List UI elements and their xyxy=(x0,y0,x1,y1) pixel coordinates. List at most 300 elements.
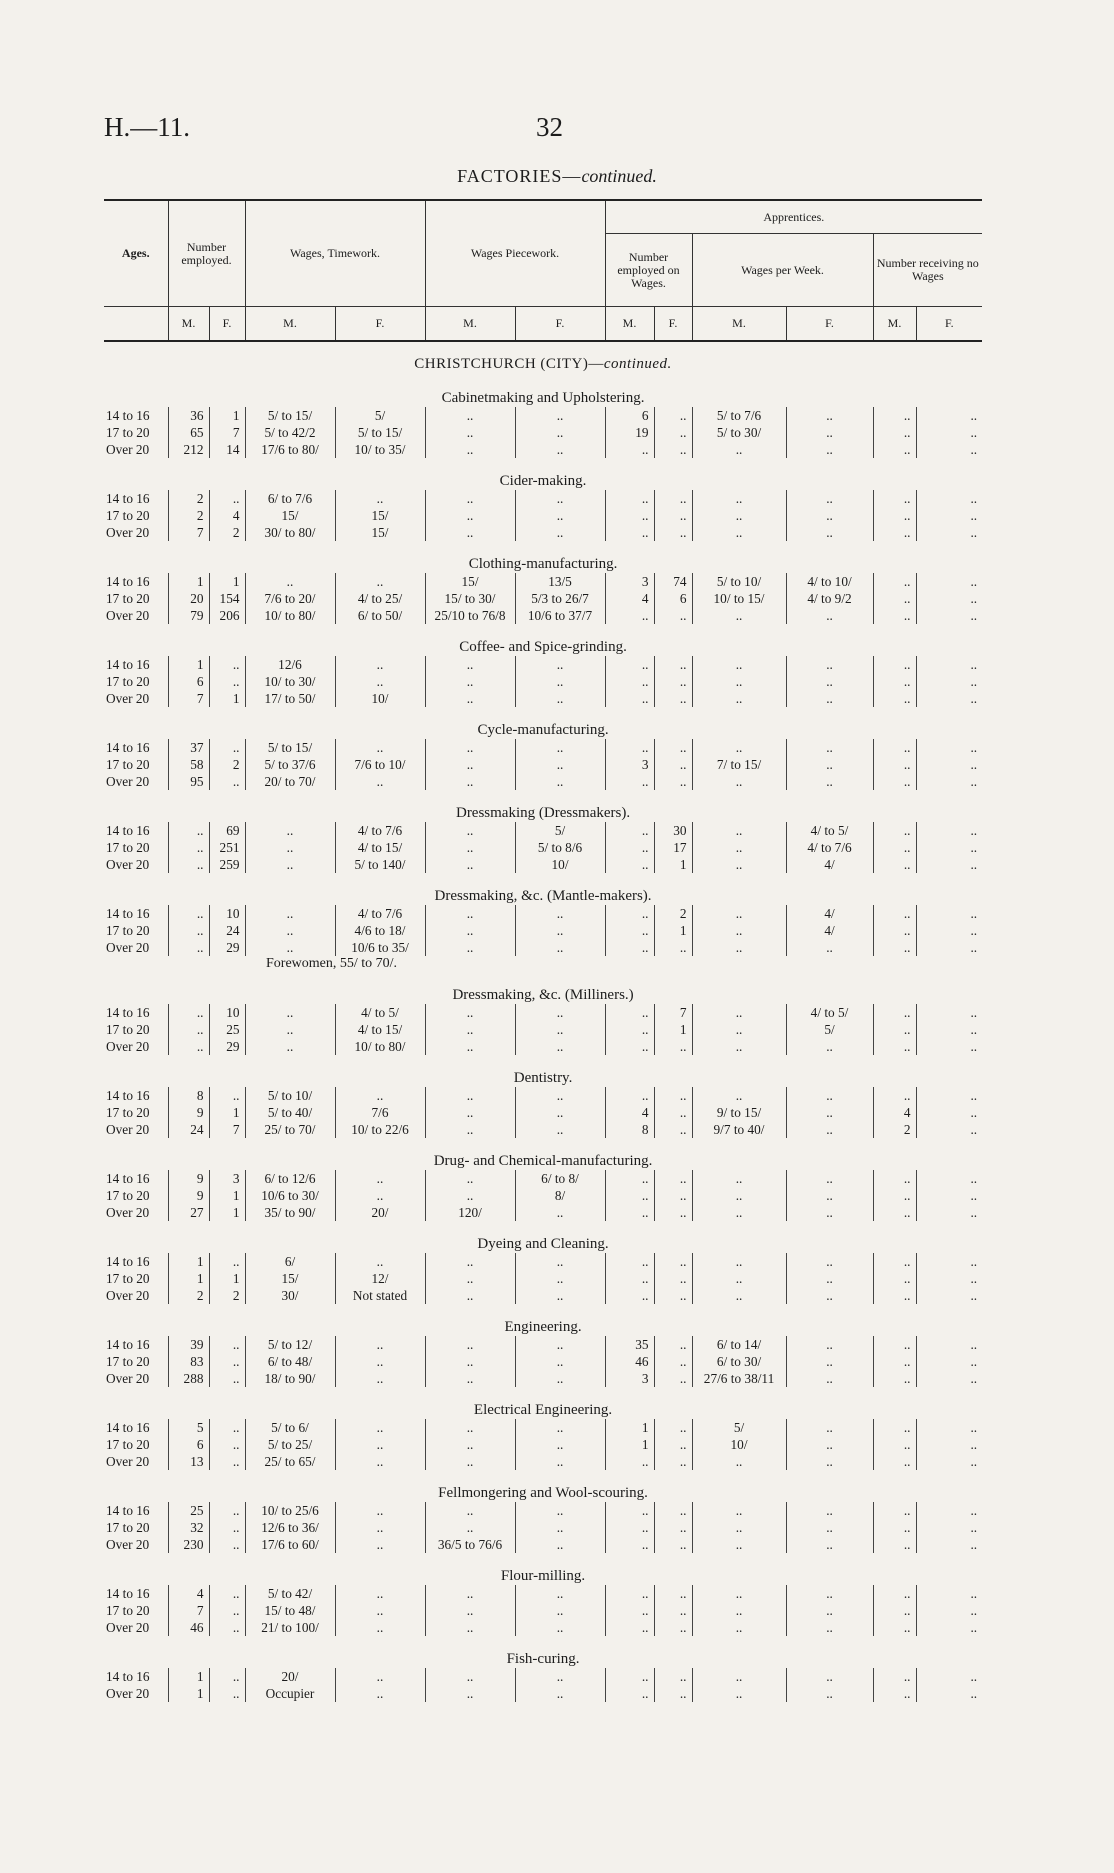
table-cell: .. xyxy=(425,424,515,441)
table-cell: .. xyxy=(209,1453,245,1470)
header-m: M. xyxy=(245,307,335,342)
table-cell: 65 xyxy=(168,424,209,441)
table-cell: .. xyxy=(786,607,873,624)
table-cell: .. xyxy=(515,690,605,707)
header-wages-timework: Wages, Timework. xyxy=(245,200,425,307)
table-cell: .. xyxy=(916,1104,982,1121)
page-header xyxy=(104,112,1004,152)
table-cell: .. xyxy=(335,1519,425,1536)
table-cell: .. xyxy=(873,822,916,839)
table-cell: .. xyxy=(786,490,873,507)
table-cell: .. xyxy=(692,1536,786,1553)
table-cell: .. xyxy=(168,1021,209,1038)
table-cell: .. xyxy=(654,1121,692,1138)
table-cell: 13 xyxy=(168,1453,209,1470)
table-cell: .. xyxy=(916,1287,982,1304)
table-cell: .. xyxy=(605,1204,654,1221)
table-cell: 25/10 to 76/8 xyxy=(425,607,515,624)
table-cell: .. xyxy=(654,1685,692,1702)
table-cell: .. xyxy=(786,1287,873,1304)
table-cell: .. xyxy=(209,739,245,756)
age-cell: 17 to 20 xyxy=(106,1437,150,1452)
table-cell: .. xyxy=(425,1619,515,1636)
table-row xyxy=(104,1121,982,1138)
table-cell: .. xyxy=(916,673,982,690)
table-cell: .. xyxy=(873,1519,916,1536)
table-cell: .. xyxy=(335,1453,425,1470)
table-cell: .. xyxy=(425,739,515,756)
table-cell: .. xyxy=(873,1685,916,1702)
table-cell: 5/ to 15/ xyxy=(245,739,335,756)
table-cell: 4 xyxy=(605,1104,654,1121)
industry-heading: Drug- and Chemical-manufacturing. xyxy=(433,1153,653,1169)
table-cell: 5 xyxy=(168,1419,209,1436)
table-row xyxy=(104,1170,982,1187)
table-cell: .. xyxy=(209,1419,245,1436)
table-cell: 1 xyxy=(209,1104,245,1121)
table-cell: .. xyxy=(786,1536,873,1553)
industry-heading: Dentistry. xyxy=(513,1070,573,1086)
table-cell: .. xyxy=(335,1370,425,1387)
table-cell: .. xyxy=(786,1087,873,1104)
table-cell: 2 xyxy=(873,1121,916,1138)
table-cell: 6/ to 8/ xyxy=(515,1170,605,1187)
table-body xyxy=(104,341,982,1702)
table-cell: .. xyxy=(692,773,786,790)
industry-heading-row xyxy=(104,1304,982,1336)
table-cell: 4/ xyxy=(786,905,873,922)
table-cell: .. xyxy=(786,1336,873,1353)
table-cell: .. xyxy=(916,856,982,873)
table-cell: 15/ xyxy=(245,507,335,524)
age-cell: Over 20 xyxy=(106,1122,150,1137)
table-cell: .. xyxy=(425,773,515,790)
age-cell: Over 20 xyxy=(106,1288,150,1303)
table-cell: 10 xyxy=(209,905,245,922)
table-cell: .. xyxy=(692,1204,786,1221)
age-cell: Over 20 xyxy=(106,691,150,706)
table-cell: .. xyxy=(605,1038,654,1055)
table-cell: .. xyxy=(692,1021,786,1038)
age-cell: 17 to 20 xyxy=(106,1520,150,1535)
table-cell: .. xyxy=(786,1419,873,1436)
table-cell: .. xyxy=(168,939,209,956)
table-cell: 1 xyxy=(605,1419,654,1436)
table-cell: 1 xyxy=(168,1270,209,1287)
table-row xyxy=(104,1353,982,1370)
table-cell: .. xyxy=(873,690,916,707)
table-cell: .. xyxy=(605,839,654,856)
table-cell: 4/ to 15/ xyxy=(335,1021,425,1038)
table-cell: 30/ to 80/ xyxy=(245,524,335,541)
table-cell: .. xyxy=(605,1187,654,1204)
table-cell: 154 xyxy=(209,590,245,607)
table-cell: 4/ to 9/2 xyxy=(786,590,873,607)
table-row xyxy=(104,1619,982,1636)
table-cell: .. xyxy=(873,1353,916,1370)
table-cell: .. xyxy=(654,1270,692,1287)
table-cell: .. xyxy=(916,1685,982,1702)
table-cell: .. xyxy=(873,424,916,441)
table-cell: .. xyxy=(209,1585,245,1602)
table-cell: 10/ xyxy=(335,690,425,707)
table-cell: 9 xyxy=(168,1104,209,1121)
table-cell: .. xyxy=(335,673,425,690)
table-cell: .. xyxy=(873,856,916,873)
table-cell: .. xyxy=(916,1370,982,1387)
table-cell: .. xyxy=(786,1270,873,1287)
industry-heading-row xyxy=(104,1055,982,1087)
table-cell: .. xyxy=(335,1536,425,1553)
table-cell: .. xyxy=(654,441,692,458)
table-cell: 7/6 to 20/ xyxy=(245,590,335,607)
table-row xyxy=(104,905,982,922)
age-cell: 17 to 20 xyxy=(106,1022,150,1037)
industry-heading: Cider-making. xyxy=(499,473,587,489)
table-cell: 15/ xyxy=(425,573,515,590)
table-cell: .. xyxy=(515,1519,605,1536)
table-row xyxy=(104,1021,982,1038)
table-cell: 15/ xyxy=(335,507,425,524)
age-cell: 14 to 16 xyxy=(106,1503,150,1518)
table-cell: .. xyxy=(873,1370,916,1387)
industry-heading-row xyxy=(104,541,982,573)
table-cell: .. xyxy=(515,424,605,441)
table-cell: .. xyxy=(335,1187,425,1204)
header-f: F. xyxy=(209,307,245,342)
industry-heading: Dressmaking, &c. (Mantle-makers). xyxy=(434,888,652,904)
table-cell: 10 xyxy=(209,1004,245,1021)
table-cell: 1 xyxy=(209,690,245,707)
table-cell: 259 xyxy=(209,856,245,873)
table-cell: 27/6 to 38/11 xyxy=(692,1370,786,1387)
industry-heading-row xyxy=(104,624,982,656)
table-cell: .. xyxy=(605,1170,654,1187)
table-cell: .. xyxy=(605,1668,654,1685)
table-cell: .. xyxy=(873,1619,916,1636)
table-cell: 46 xyxy=(168,1619,209,1636)
table-cell: 7 xyxy=(168,524,209,541)
industry-heading-row xyxy=(104,972,982,1004)
industry-heading: Cabinetmaking and Upholstering. xyxy=(441,390,645,406)
table-cell: 1 xyxy=(654,856,692,873)
table-cell: .. xyxy=(654,1038,692,1055)
table-cell: 4/ to 7/6 xyxy=(786,839,873,856)
table-row xyxy=(104,1585,982,1602)
running-title-continued: continued. xyxy=(581,166,657,186)
table-cell: .. xyxy=(786,1519,873,1536)
table-cell: .. xyxy=(654,407,692,424)
table-cell: .. xyxy=(605,441,654,458)
table-cell: 4/ to 5/ xyxy=(786,1004,873,1021)
industry-heading-row xyxy=(104,1138,982,1170)
age-cell: 17 to 20 xyxy=(106,1188,150,1203)
table-cell: 10/ to 30/ xyxy=(245,673,335,690)
table-cell: .. xyxy=(916,490,982,507)
table-cell: 8/ xyxy=(515,1187,605,1204)
table-cell: .. xyxy=(654,1353,692,1370)
table-cell: 12/6 to 36/ xyxy=(245,1519,335,1536)
table-cell: 7/6 xyxy=(335,1104,425,1121)
table-cell: .. xyxy=(515,739,605,756)
table-cell: 9 xyxy=(168,1187,209,1204)
table-cell: 35 xyxy=(605,1336,654,1353)
age-cell: 14 to 16 xyxy=(106,574,150,589)
table-cell: 29 xyxy=(209,939,245,956)
table-cell: .. xyxy=(654,1619,692,1636)
industry-heading: Dyeing and Cleaning. xyxy=(477,1236,609,1252)
table-cell: .. xyxy=(873,1004,916,1021)
table-cell: .. xyxy=(515,905,605,922)
table-cell: .. xyxy=(515,1204,605,1221)
table-cell: .. xyxy=(873,1668,916,1685)
table-cell: .. xyxy=(605,490,654,507)
table-cell: .. xyxy=(605,773,654,790)
table-cell: 10/6 to 30/ xyxy=(245,1187,335,1204)
running-title xyxy=(0,166,1114,187)
table-cell: .. xyxy=(786,1370,873,1387)
table-cell: .. xyxy=(916,424,982,441)
table-row xyxy=(104,1270,982,1287)
table-cell: .. xyxy=(873,1021,916,1038)
city-heading-row xyxy=(104,341,982,375)
table-cell: 5/ to 15/ xyxy=(245,407,335,424)
table-row xyxy=(104,1004,982,1021)
city-heading xyxy=(104,341,982,375)
table-cell: .. xyxy=(335,1602,425,1619)
table-cell: .. xyxy=(692,939,786,956)
table-cell: .. xyxy=(692,1270,786,1287)
table-cell: .. xyxy=(425,1585,515,1602)
table-cell: 4/ to 7/6 xyxy=(335,905,425,922)
table-cell: 6 xyxy=(168,673,209,690)
table-cell: .. xyxy=(916,905,982,922)
table-cell: .. xyxy=(786,773,873,790)
table-row xyxy=(104,407,982,424)
header-m: M. xyxy=(873,307,916,342)
table-cell: 2 xyxy=(168,1287,209,1304)
table-cell: .. xyxy=(786,656,873,673)
table-cell: .. xyxy=(916,839,982,856)
table-cell: .. xyxy=(425,839,515,856)
table-row xyxy=(104,839,982,856)
table-cell: .. xyxy=(873,739,916,756)
table-cell: .. xyxy=(916,922,982,939)
table-cell: .. xyxy=(873,1270,916,1287)
table-cell: .. xyxy=(168,856,209,873)
table-cell: .. xyxy=(873,407,916,424)
table-cell: 10/ to 25/6 xyxy=(245,1502,335,1519)
table-cell: .. xyxy=(692,1453,786,1470)
table-cell: .. xyxy=(515,1253,605,1270)
age-cell: 14 to 16 xyxy=(106,1171,150,1186)
table-cell: .. xyxy=(209,1353,245,1370)
table-cell: .. xyxy=(654,524,692,541)
table-cell: .. xyxy=(209,656,245,673)
header-ages: Ages. xyxy=(104,200,168,307)
table-cell: .. xyxy=(692,739,786,756)
table-cell: .. xyxy=(335,1685,425,1702)
table-cell: 1 xyxy=(605,1436,654,1453)
table-cell: 120/ xyxy=(425,1204,515,1221)
table-cell: .. xyxy=(605,856,654,873)
table-cell: .. xyxy=(873,656,916,673)
table-cell: .. xyxy=(786,1436,873,1453)
table-cell: .. xyxy=(515,1602,605,1619)
table-row xyxy=(104,524,982,541)
table-cell: .. xyxy=(692,905,786,922)
table-cell: 25 xyxy=(168,1502,209,1519)
industry-heading-row xyxy=(104,375,982,407)
table-cell: .. xyxy=(692,1602,786,1619)
table-cell: .. xyxy=(605,822,654,839)
table-cell: .. xyxy=(654,1585,692,1602)
industry-heading-row xyxy=(104,458,982,490)
table-cell: .. xyxy=(873,590,916,607)
table-cell: .. xyxy=(425,490,515,507)
table-cell: .. xyxy=(916,1270,982,1287)
age-cell: 17 to 20 xyxy=(106,1354,150,1369)
table-cell: .. xyxy=(605,673,654,690)
table-cell: .. xyxy=(605,524,654,541)
table-cell: 5/ to 15/ xyxy=(335,424,425,441)
table-cell: .. xyxy=(916,739,982,756)
table-cell: .. xyxy=(425,1453,515,1470)
table-cell: 5/ to 37/6 xyxy=(245,756,335,773)
age-cell: 14 to 16 xyxy=(106,1005,150,1020)
running-title-main: FACTORIES— xyxy=(457,166,582,186)
table-cell: 5/ xyxy=(335,407,425,424)
table-cell: .. xyxy=(916,1585,982,1602)
age-cell: Over 20 xyxy=(106,774,150,789)
table-cell: .. xyxy=(692,673,786,690)
table-cell: .. xyxy=(515,939,605,956)
table-cell: .. xyxy=(786,739,873,756)
age-cell: 14 to 16 xyxy=(106,1337,150,1352)
table-cell: .. xyxy=(786,1585,873,1602)
table-cell: 10/ to 80/ xyxy=(335,1038,425,1055)
age-cell: 17 to 20 xyxy=(106,923,150,938)
industry-heading-row xyxy=(104,707,982,739)
table-cell: .. xyxy=(425,756,515,773)
table-cell: .. xyxy=(786,1668,873,1685)
table-cell: .. xyxy=(786,673,873,690)
table-cell: 17 xyxy=(654,839,692,856)
table-cell: 6/ to 12/6 xyxy=(245,1170,335,1187)
age-cell: 17 to 20 xyxy=(106,757,150,772)
table-cell: .. xyxy=(425,1602,515,1619)
table-cell: .. xyxy=(425,1502,515,1519)
table-cell: .. xyxy=(786,939,873,956)
table-cell: .. xyxy=(335,490,425,507)
table-cell: 4/ to 10/ xyxy=(786,573,873,590)
table-cell: .. xyxy=(605,1585,654,1602)
header-f: F. xyxy=(335,307,425,342)
table-cell: 17/6 to 80/ xyxy=(245,441,335,458)
table-row xyxy=(104,573,982,590)
table-cell: .. xyxy=(873,1585,916,1602)
table-cell: 7/6 to 10/ xyxy=(335,756,425,773)
table-cell: 4/ to 25/ xyxy=(335,590,425,607)
table-cell: 4/ to 7/6 xyxy=(335,822,425,839)
table-cell: .. xyxy=(916,1004,982,1021)
table-cell: .. xyxy=(654,1602,692,1619)
table-cell: .. xyxy=(515,490,605,507)
table-cell: .. xyxy=(209,1370,245,1387)
table-cell: .. xyxy=(245,922,335,939)
age-cell: 14 to 16 xyxy=(106,1669,150,1684)
table-cell: .. xyxy=(425,905,515,922)
table-cell: 6 xyxy=(605,407,654,424)
table-cell: .. xyxy=(245,1004,335,1021)
table-cell: .. xyxy=(786,1038,873,1055)
table-cell: .. xyxy=(786,524,873,541)
table-cell: .. xyxy=(916,1204,982,1221)
header-number-employed: Number employed. xyxy=(168,200,245,307)
table-cell: .. xyxy=(605,1021,654,1038)
table-cell: 4/ to 15/ xyxy=(335,839,425,856)
table-cell: .. xyxy=(335,1619,425,1636)
table-cell: 6/ to 14/ xyxy=(692,1336,786,1353)
table-cell: .. xyxy=(654,1419,692,1436)
table-row xyxy=(104,1502,982,1519)
table-cell: .. xyxy=(515,1370,605,1387)
city-continued: continued. xyxy=(603,356,672,372)
table-row xyxy=(104,441,982,458)
age-cell: 14 to 16 xyxy=(106,1420,150,1435)
table-cell: .. xyxy=(916,1336,982,1353)
table-cell: .. xyxy=(209,673,245,690)
header-wages-piecework: Wages Piecework. xyxy=(425,200,605,307)
table-cell: 30/ xyxy=(245,1287,335,1304)
table-cell: 4 xyxy=(209,507,245,524)
table-cell: .. xyxy=(515,1453,605,1470)
table-cell: 10/ xyxy=(515,856,605,873)
table-cell: 212 xyxy=(168,441,209,458)
table-cell: 4/6 to 18/ xyxy=(335,922,425,939)
table-row xyxy=(104,1419,982,1436)
table-cell: 12/ xyxy=(335,1270,425,1287)
table-cell: .. xyxy=(335,656,425,673)
table-cell: 15/ xyxy=(335,524,425,541)
table-row xyxy=(104,1204,982,1221)
table-row xyxy=(104,507,982,524)
industry-heading-row xyxy=(104,1553,982,1585)
table-cell: 206 xyxy=(209,607,245,624)
age-cell: 17 to 20 xyxy=(106,425,150,440)
table-cell: .. xyxy=(654,1502,692,1519)
industry-heading: Engineering. xyxy=(504,1319,582,1335)
table-row xyxy=(104,1104,982,1121)
age-cell: Over 20 xyxy=(106,940,150,955)
table-cell: .. xyxy=(786,1170,873,1187)
table-cell: .. xyxy=(605,922,654,939)
table-cell: .. xyxy=(425,1170,515,1187)
table-cell: 58 xyxy=(168,756,209,773)
table-cell: 5/3 to 26/7 xyxy=(515,590,605,607)
table-cell: 15/ to 48/ xyxy=(245,1602,335,1619)
table-cell: .. xyxy=(605,1453,654,1470)
table-cell: .. xyxy=(654,690,692,707)
wages-table-wrapper xyxy=(104,199,982,1702)
table-cell: .. xyxy=(692,1585,786,1602)
table-cell: 27 xyxy=(168,1204,209,1221)
table-cell: .. xyxy=(654,1336,692,1353)
table-cell: .. xyxy=(692,1668,786,1685)
table-cell: .. xyxy=(692,1038,786,1055)
table-cell: .. xyxy=(515,1287,605,1304)
industry-heading: Flour-milling. xyxy=(500,1568,586,1584)
